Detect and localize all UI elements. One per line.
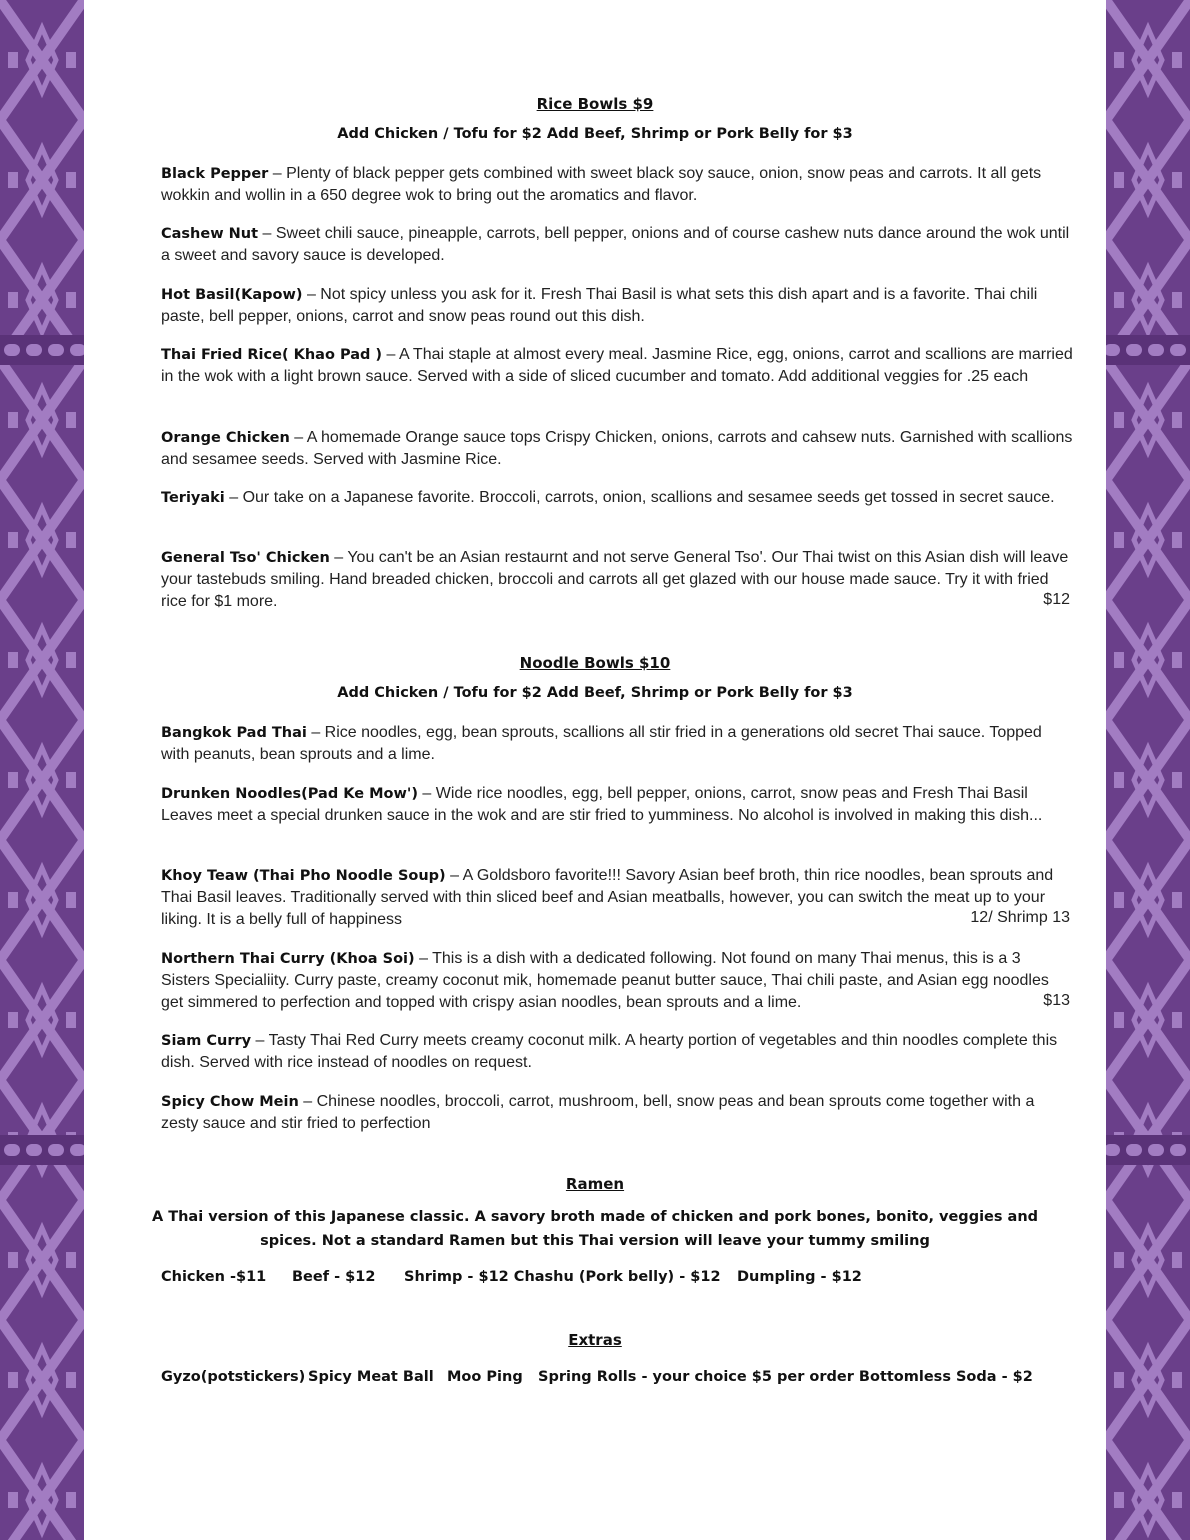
item-name: Spicy Chow Mein [161, 1094, 299, 1110]
extras-option: Spicy Meat Ball [308, 1369, 434, 1385]
ramen-option: Dumpling - $12 [737, 1269, 862, 1285]
item-price: 12/ Shrimp 13 [970, 909, 1070, 926]
item-name: Hot Basil(Kapow) [161, 287, 303, 303]
item-description: – A Goldsboro favorite!!! Savory Asian beef broth, thin rice noodles, bean sprouts and Thai Basil leaves. Traditionally served with thin sliced beef and Asian meatballs, however, you can switch the meat up to your liking. It is a belly full of happiness [161, 867, 1054, 929]
left-decorative-border [0, 0, 84, 1540]
item-price: $13 [1043, 992, 1070, 1009]
item-description: – This is a dish with a dedicated following. Not found on many Thai menus, this is a 3 Sisters Specialiity. Curry paste, creamy coconut mik, homemade peanut butter sauce, Thai chili paste, and Asian egg noodles get simmered to perfection and topped with crispy asian noodles, bean sprouts and a lime. [161, 950, 1049, 1012]
ramen-option: Beef - $12 [292, 1269, 376, 1285]
noodle-bowls-heading: Noodle Bowls $10 [519, 654, 671, 672]
item-name: Cashew Nut [161, 226, 259, 242]
item-description: – Rice noodles, egg, bean sprouts, scallions all stir fried in a generations old secret Thai sauce. Topped with peanuts, bean sprouts and a lime. [161, 724, 1042, 764]
menu-item [161, 427, 1073, 471]
menu-item [161, 1091, 1073, 1135]
item-name: Northern Thai Curry (Khoa Soi) [161, 951, 415, 967]
item-description: – Sweet chili sauce, pineapple, carrots, bell pepper, onions and of course cashew nuts dance around the wok until a sweet and savory sauce is developed. [161, 225, 1070, 265]
item-name: Orange Chicken [161, 430, 290, 446]
menu-item [161, 344, 1073, 388]
menu-item [161, 948, 1073, 1015]
item-name: Teriyaki [161, 490, 225, 506]
menu-item [161, 783, 1073, 827]
menu-item [161, 1030, 1073, 1074]
item-name: General Tso' Chicken [161, 550, 330, 566]
ramen-option: Shrimp - $12 Chashu (Pork belly) - $12 [404, 1269, 721, 1285]
menu-item [161, 547, 1073, 614]
ramen-heading: Ramen [565, 1175, 625, 1193]
item-name: Drunken Noodles(Pad Ke Mow') [161, 786, 418, 802]
extras-option: Moo Ping [447, 1369, 523, 1385]
ramen-description: A Thai version of this Japanese classic. A savory broth made of chicken and pork bones, bonito, veggies and spices. Not a standard Ramen but this Thai version will leave your tummy smiling [151, 1209, 1039, 1249]
menu-item [161, 163, 1073, 207]
right-decorative-border [1106, 0, 1190, 1540]
ramen-option: Chicken -$11 [161, 1269, 267, 1285]
item-description: – You can't be an Asian restaurnt and not serve General Tso'. Our Thai twist on this Asian dish will leave your tastebuds smiling. Hand breaded chicken, broccoli and carrots all get glazed with our house made sauce. Try it with fried rice for $1 more. [161, 549, 1069, 611]
item-description: – Chinese noodles, broccoli, carrot, mushroom, bell, snow peas and bean sprouts come together with a zesty sauce and stir fried to perfection [161, 1093, 1035, 1133]
item-name: Black Pepper [161, 166, 269, 182]
item-description: – Plenty of black pepper gets combined with sweet black soy sauce, onion, snow peas and carrots. It all gets wokkin and wollin in a 650 degree wok to bring out the aromatics and flavor. [161, 165, 1042, 205]
item-description: – Our take on a Japanese favorite. Broccoli, carrots, onion, scallions and sesamee seeds get tossed in secret sauce. [224, 489, 1055, 506]
menu-item [161, 722, 1073, 766]
extras-heading: Extras [568, 1331, 622, 1349]
item-price: $12 [1043, 591, 1070, 608]
item-name: Siam Curry [161, 1033, 252, 1049]
extras-option: Spring Rolls - your choice $5 per order Bottomless Soda - $2 [538, 1369, 1033, 1385]
item-description: – Not spicy unless you ask for it. Fresh Thai Basil is what sets this dish apart and is a favorite. Thai chili paste, bell pepper, onions, carrot and snow peas round out this dish. [161, 286, 1038, 326]
menu-item [161, 865, 1073, 932]
extras-option: Gyzo(potstickers) [161, 1369, 306, 1385]
item-name: Thai Fried Rice( Khao Pad ) [161, 347, 383, 363]
rice-bowls-addons: Add Chicken / Tofu for $2 Add Beef, Shrimp or Pork Belly for $3 [337, 126, 853, 142]
item-description: – A Thai staple at almost every meal. Jasmine Rice, egg, onions, carrot and scallions are married in the wok with a light brown sauce. Served with a side of sliced cucumber and tomato. Add additional veggies for .25 each [161, 346, 1073, 386]
menu-item [161, 487, 1073, 509]
noodle-bowls-addons: Add Chicken / Tofu for $2 Add Beef, Shrimp or Pork Belly for $3 [337, 685, 853, 701]
item-name: Khoy Teaw (Thai Pho Noodle Soup) [161, 868, 446, 884]
item-description: – A homemade Orange sauce tops Crispy Chicken, onions, carrots and cahsew nuts. Garnished with scallions and sesamee seeds. Served with Jasmine Rice. [161, 429, 1073, 469]
menu-page [84, 0, 1106, 1540]
tribal-pattern-icon [1106, 0, 1190, 1540]
item-description: – Tasty Thai Red Curry meets creamy coconut milk. A hearty portion of vegetables and thin noodles complete this dish. Served with rice instead of noodles on request. [161, 1032, 1058, 1072]
tribal-pattern-icon [0, 0, 84, 1540]
item-description: – Wide rice noodles, egg, bell pepper, onions, carrot, snow peas and Fresh Thai Basil Leaves meet a special drunken sauce in the wok and are stir fried to yumminess. No alcohol is involved in making this dish... [161, 785, 1043, 825]
menu-item [161, 284, 1073, 328]
rice-bowls-heading: Rice Bowls $9 [536, 95, 654, 113]
item-name: Bangkok Pad Thai [161, 725, 307, 741]
menu-item [161, 223, 1073, 267]
